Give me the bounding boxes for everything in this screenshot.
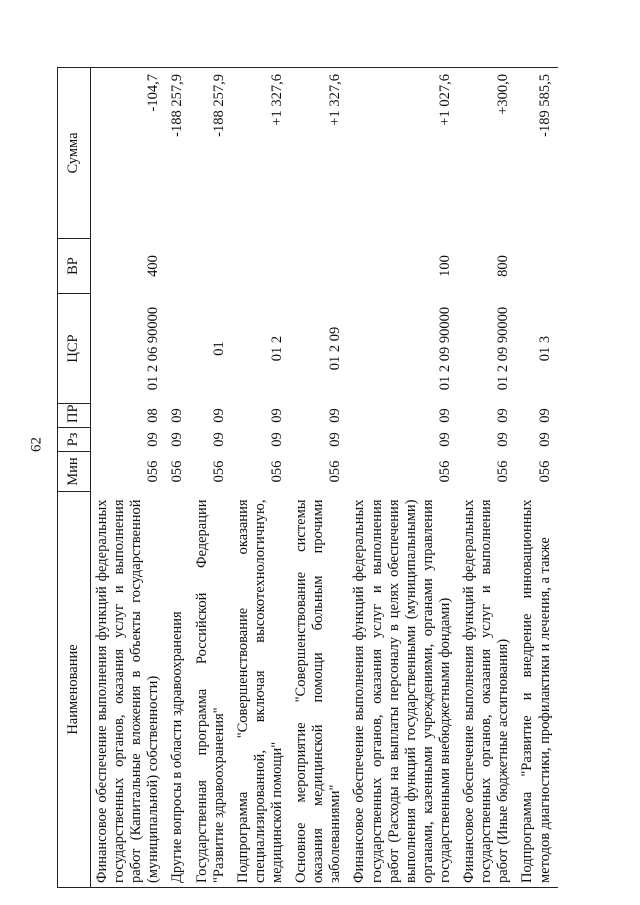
page-number: 62	[28, 437, 45, 452]
row-rz: 09	[327, 432, 344, 447]
row-min: 056	[268, 460, 285, 483]
row-min: 056	[327, 460, 344, 483]
table-row	[348, 68, 458, 888]
row-min: 056	[495, 460, 512, 483]
table-row	[516, 68, 557, 888]
row-vr: 400	[145, 255, 162, 277]
row-csr: 01 2 09 90000	[495, 306, 512, 391]
row-sum: -188 257,9	[166, 68, 190, 239]
budget-table-container	[57, 68, 602, 888]
row-pr: 09	[495, 408, 512, 423]
row-csr	[166, 294, 190, 404]
row-vr	[516, 239, 557, 294]
row-vr: 100	[436, 255, 453, 277]
row-sum: -188 257,9	[191, 68, 232, 239]
header-csr: ЦСР	[58, 294, 91, 404]
budget-table	[57, 67, 558, 888]
table-row	[290, 68, 348, 888]
row-name: Финансовое обеспечение выполнения функций федеральных государственных органов, оказания услуг и выполнения работ (Иные бюджетные ассигнования)	[458, 492, 516, 888]
row-sum: +1 327,6	[232, 68, 290, 239]
row-name: Основное мероприятие "Совершенствование системы оказания медицинской помощи больным прочими заболеваниями"	[290, 492, 348, 888]
row-csr: 01	[210, 341, 227, 356]
row-sum: -104,7	[91, 68, 167, 239]
row-csr: 01 3	[536, 335, 553, 362]
row-name: Финансовое обеспечение выполнения функций федеральных государственных органов, оказания услуг и выполнения работ (Капитальные вложения в объекты государственной (муниципальной) собственности)	[91, 492, 167, 888]
table-row	[166, 68, 190, 888]
row-name: Подпрограмма "Совершенствование оказания специализированной, включая высокотехнологичную, медицинской помощи"	[232, 492, 290, 888]
row-name: Другие вопросы в области здравоохранения	[166, 492, 190, 888]
row-sum: +1 327,6	[290, 68, 348, 239]
table-row	[91, 68, 167, 888]
row-name: Государственная программа Российской Федерации "Развитие здравоохранения"	[191, 492, 232, 888]
row-pr: 09	[536, 408, 553, 423]
row-pr: 09	[268, 408, 285, 423]
row-rz: 09	[536, 432, 553, 447]
row-name: Подпрограмма "Развитие и внедрение инновационных методов диагностики, профилактики и лечения, а также	[516, 492, 557, 888]
row-vr	[232, 239, 290, 294]
table-row	[458, 68, 516, 888]
header-name: Наименование	[58, 492, 91, 888]
row-rz: 09	[169, 432, 186, 447]
row-name: Финансовое обеспечение выполнения функций федеральных государственных органов, оказания услуг и выполнения работ (Расходы на выплаты персоналу в целях обеспечения выполнения функций государственными (муниципальными) органами, казенными учреждениями, органами управления государственными внебюджетными фондами)	[348, 492, 458, 888]
row-min: 056	[210, 460, 227, 483]
row-min: 056	[145, 460, 162, 483]
table-row	[232, 68, 290, 888]
row-min: 056	[536, 460, 553, 483]
row-vr	[290, 239, 348, 294]
header-min: Мин	[58, 452, 91, 492]
row-rz: 09	[436, 432, 453, 447]
row-rz: 09	[268, 432, 285, 447]
row-pr: 08	[145, 408, 162, 423]
row-pr: 09	[169, 408, 186, 423]
row-vr	[166, 239, 190, 294]
table-row	[191, 68, 232, 888]
row-pr: 09	[210, 408, 227, 423]
header-sum: Сумма	[58, 68, 91, 239]
header-rz: Рз	[58, 428, 91, 452]
header-vr: ВР	[58, 239, 91, 294]
row-min: 056	[436, 460, 453, 483]
row-csr: 01 2 09 90000	[436, 306, 453, 391]
row-min: 056	[169, 460, 186, 483]
row-csr: 01 2 09	[327, 326, 344, 371]
row-sum: +1 027,6	[348, 68, 458, 239]
header-pr: ПР	[58, 404, 91, 428]
table-header-row	[58, 68, 91, 888]
row-pr: 09	[436, 408, 453, 423]
row-pr: 09	[327, 408, 344, 423]
row-rz: 09	[145, 432, 162, 447]
row-rz: 09	[210, 432, 227, 447]
row-csr: 01 2	[268, 335, 285, 362]
row-rz: 09	[495, 432, 512, 447]
row-sum: -189 585,5	[516, 68, 557, 239]
row-csr: 01 2 06 90000	[145, 306, 162, 391]
row-vr: 800	[495, 255, 512, 277]
row-sum: +300,0	[458, 68, 516, 239]
row-vr	[191, 239, 232, 294]
